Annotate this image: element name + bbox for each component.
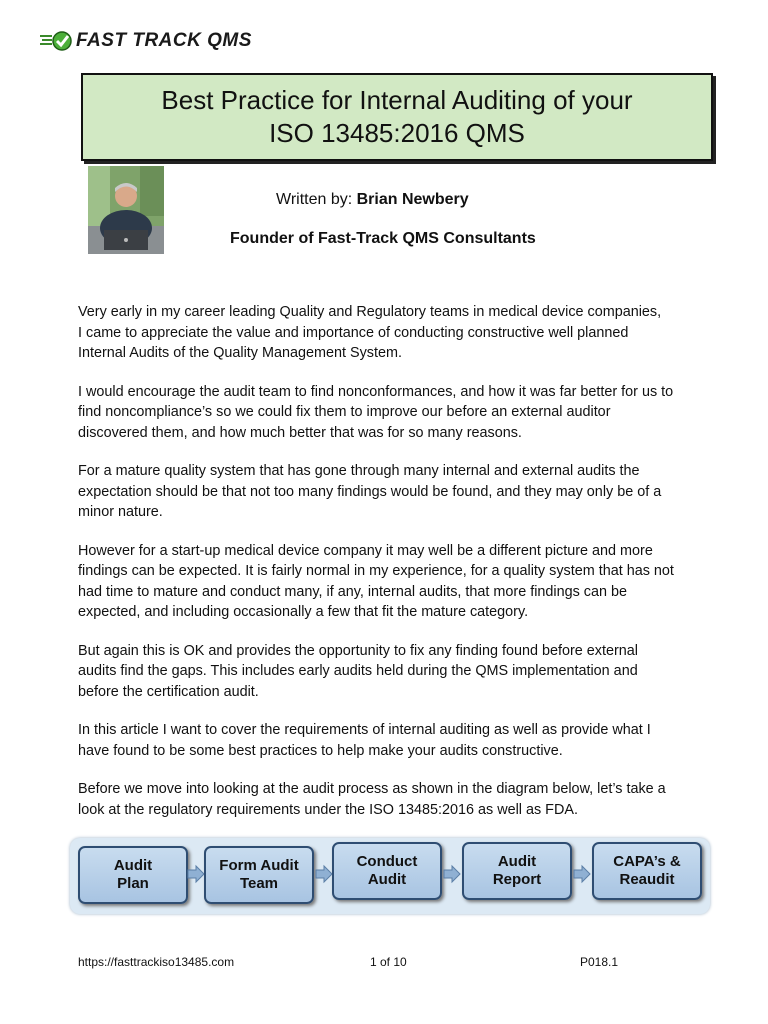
paragraph: But again this is OK and provides the opportunity to fix any finding found before external audits find the gaps. This includes early audits held during the QMS implementation and before the certification audit. (78, 642, 638, 700)
paragraph: For a mature quality system that has gone through many internal and external audits the expectation should be that not too many findings would be found, and they may only be of a minor nature. (78, 463, 662, 520)
step-label-line-1: CAPA’s & (613, 853, 681, 870)
step-audit-plan (78, 846, 188, 904)
step-label-line-1: Conduct (356, 853, 418, 870)
article-body (78, 302, 708, 838)
step-conduct-audit (332, 842, 442, 900)
step-label-line-2: Audit (367, 871, 407, 888)
step-label-line-2: Team (239, 875, 279, 892)
step-label-line-1: Audit (113, 857, 153, 874)
title-line-2: ISO 13485:2016 QMS (269, 118, 525, 148)
step-audit-report (462, 842, 572, 900)
footer-document-code: P018.1 (580, 955, 619, 969)
title-line-1: Best Practice for Internal Auditing of your (161, 85, 633, 115)
checkmark-speed-icon (40, 30, 74, 52)
arrow-right-icon (442, 864, 462, 884)
arrow-right-icon (572, 864, 592, 884)
step-capa-reaudit (592, 842, 702, 900)
author-role: Founder of Fast-Track QMS Consultants (230, 230, 536, 247)
arrow-right-icon (314, 864, 334, 884)
paragraph: Before we move into looking at the audit process as shown in the diagram below, let’s take a look at the regulatory requirements under the ISO 13485:2016 as well as FDA. (78, 781, 666, 818)
author-name: Brian Newbery (356, 191, 469, 208)
step-label-line-2: Reaudit (619, 871, 675, 888)
paragraph: In this article I want to cover the requirements of internal auditing as well as provide what I have found to be some best practices to help make your audits constructive. (78, 722, 651, 759)
paragraph: Very early in my career leading Quality and Regulatory teams in medical device companies, I came to appreciate the value and importance of conducting constructive well planned Internal Audits of the Quality Management System. (78, 304, 662, 361)
paragraph: I would encourage the audit team to find nonconformances, and how it was far better for us to find noncompliance’s so we could fix them to improve our before an external auditor discovered them, and how much better that was for so many reasons. (78, 383, 674, 441)
footer-page-number: 1 of 10 (370, 955, 407, 969)
author-photo (88, 166, 164, 254)
logo-text: FAST TRACK QMS (76, 30, 252, 51)
step-label-line-2: Report (492, 871, 542, 888)
step-label-line-2: Plan (117, 875, 149, 892)
step-form-audit-team (204, 846, 314, 904)
author-line (276, 191, 469, 209)
step-label-line-1: Form Audit (219, 857, 299, 874)
title-banner (81, 73, 713, 161)
paragraph: However for a start-up medical device company it may well be a different picture and more findings can be expected. It is fairly normal in my experience, for a quality system that has not had time to mature and conduct many, if any, internal audits, that more findings can be expected, and including occasionally a few that fit the mature category. (78, 542, 674, 620)
company-logo (40, 30, 252, 52)
footer-url: https://fasttrackiso13485.com (78, 955, 235, 969)
arrow-right-icon (186, 864, 206, 884)
audit-process-diagram (70, 838, 710, 914)
step-label-line-1: Audit (497, 853, 537, 870)
author-prefix: Written by: (276, 191, 357, 208)
